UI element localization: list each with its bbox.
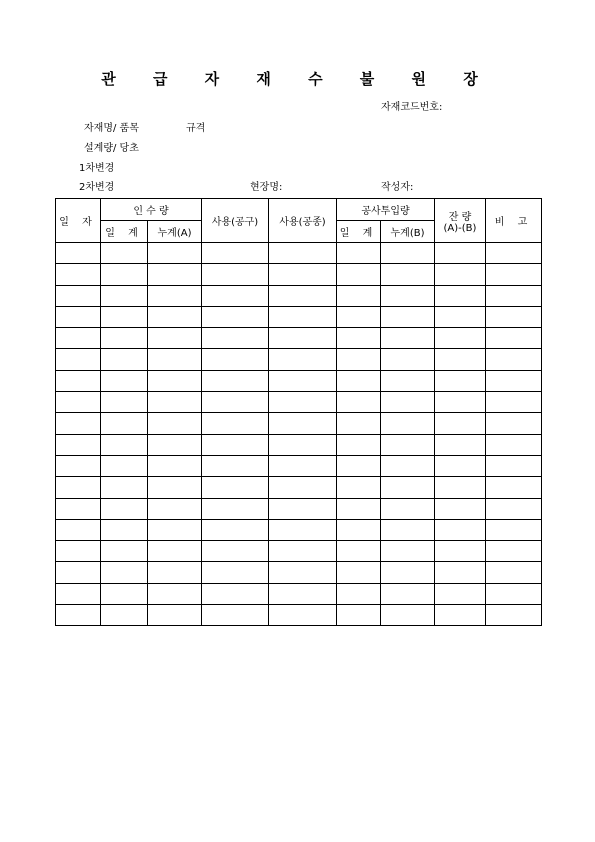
- table-cell: [435, 285, 486, 306]
- table-cell: [337, 541, 381, 562]
- table-cell: [486, 434, 542, 455]
- table-cell: [337, 455, 381, 476]
- table-cell: [56, 306, 101, 327]
- table-cell: [486, 498, 542, 519]
- table-cell: [381, 328, 435, 349]
- table-cell: [56, 605, 101, 626]
- table-cell: [337, 562, 381, 583]
- table-cell: [56, 434, 101, 455]
- table-cell: [101, 434, 148, 455]
- table-cell: [269, 541, 337, 562]
- table-cell: [486, 285, 542, 306]
- table-cell: [269, 519, 337, 540]
- table-row: [56, 605, 542, 626]
- table-row: [56, 392, 542, 413]
- table-cell: [486, 519, 542, 540]
- document-title: 관 급 자 재 수 불 원 장: [101, 70, 494, 88]
- table-cell: [269, 455, 337, 476]
- date-header: 일 자: [56, 199, 101, 243]
- table-cell: [486, 605, 542, 626]
- table-row: [56, 477, 542, 498]
- table-row: [56, 498, 542, 519]
- table-cell: [337, 370, 381, 391]
- table-cell: [202, 328, 269, 349]
- table-cell: [148, 541, 202, 562]
- table-cell: [337, 349, 381, 370]
- table-cell: [56, 519, 101, 540]
- table-cell: [381, 519, 435, 540]
- table-cell: [435, 243, 486, 264]
- table-cell: [269, 370, 337, 391]
- table-cell: [202, 349, 269, 370]
- table-cell: [148, 349, 202, 370]
- table-cell: [381, 349, 435, 370]
- table-cell: [435, 498, 486, 519]
- table-row: [56, 541, 542, 562]
- table-row: [56, 243, 542, 264]
- table-cell: [202, 413, 269, 434]
- table-cell: [381, 498, 435, 519]
- table-cell: [56, 562, 101, 583]
- table-cell: [101, 243, 148, 264]
- first-change-label: 1차변경: [79, 163, 115, 174]
- item-name-label: 자재명/ 품목: [84, 123, 139, 134]
- table-cell: [148, 243, 202, 264]
- table-cell: [202, 477, 269, 498]
- construction-input-header: 공사투입량: [337, 199, 435, 221]
- table-cell: [56, 370, 101, 391]
- table-cell: [486, 370, 542, 391]
- table-cell: [435, 519, 486, 540]
- table-cell: [56, 413, 101, 434]
- table-cell: [148, 370, 202, 391]
- remarks-header: 비 고: [486, 199, 542, 243]
- table-cell: [269, 434, 337, 455]
- table-cell: [381, 434, 435, 455]
- site-name-label: 현장명:: [250, 182, 283, 193]
- table-cell: [435, 455, 486, 476]
- table-cell: [381, 243, 435, 264]
- table-cell: [337, 583, 381, 604]
- table-cell: [486, 562, 542, 583]
- input-cumulative-header: 누계(B): [381, 221, 435, 243]
- spec-label: 규격: [186, 123, 206, 134]
- table-cell: [148, 392, 202, 413]
- table-row: [56, 413, 542, 434]
- input-daily-header: 일 계: [337, 221, 381, 243]
- receipt-quantity-header: 인 수 량: [101, 199, 202, 221]
- table-cell: [56, 328, 101, 349]
- table-cell: [435, 306, 486, 327]
- use-work-type-header: 사용(공종): [269, 199, 337, 243]
- table-cell: [337, 519, 381, 540]
- table-cell: [269, 264, 337, 285]
- table-cell: [486, 349, 542, 370]
- table-cell: [337, 328, 381, 349]
- balance-header: [435, 199, 486, 243]
- table-cell: [56, 349, 101, 370]
- table-cell: [269, 477, 337, 498]
- table-cell: [202, 264, 269, 285]
- table-cell: [269, 605, 337, 626]
- table-cell: [381, 392, 435, 413]
- table-cell: [202, 243, 269, 264]
- table-cell: [381, 562, 435, 583]
- table-cell: [101, 541, 148, 562]
- table-cell: [101, 285, 148, 306]
- table-cell: [337, 264, 381, 285]
- table-cell: [56, 285, 101, 306]
- table-cell: [486, 541, 542, 562]
- table-cell: [148, 562, 202, 583]
- ledger-body: [56, 243, 542, 626]
- table-cell: [148, 605, 202, 626]
- table-cell: [269, 243, 337, 264]
- receipt-cumulative-header: 누계(A): [148, 221, 202, 243]
- table-cell: [486, 243, 542, 264]
- table-cell: [202, 455, 269, 476]
- table-cell: [486, 306, 542, 327]
- use-tool-header: 사용(공구): [202, 199, 269, 243]
- table-cell: [56, 243, 101, 264]
- table-cell: [337, 605, 381, 626]
- table-cell: [486, 392, 542, 413]
- table-cell: [56, 392, 101, 413]
- table-cell: [337, 243, 381, 264]
- material-code-label: 자재코드번호:: [381, 102, 443, 113]
- table-cell: [101, 519, 148, 540]
- table-row: [56, 306, 542, 327]
- table-cell: [148, 285, 202, 306]
- table-cell: [435, 562, 486, 583]
- table-cell: [435, 477, 486, 498]
- table-cell: [56, 583, 101, 604]
- table-cell: [435, 605, 486, 626]
- table-cell: [435, 328, 486, 349]
- table-cell: [337, 434, 381, 455]
- table-cell: [56, 455, 101, 476]
- table-cell: [269, 583, 337, 604]
- second-change-label: 2차변경: [79, 182, 115, 193]
- table-row: [56, 455, 542, 476]
- table-cell: [101, 455, 148, 476]
- table-cell: [435, 541, 486, 562]
- design-quantity-label: 설계량/ 당초: [84, 143, 139, 154]
- table-cell: [435, 264, 486, 285]
- table-cell: [101, 498, 148, 519]
- table-cell: [269, 498, 337, 519]
- table-cell: [435, 583, 486, 604]
- table-cell: [148, 306, 202, 327]
- table-cell: [269, 349, 337, 370]
- table-cell: [337, 498, 381, 519]
- table-cell: [101, 328, 148, 349]
- table-cell: [101, 605, 148, 626]
- table-cell: [337, 413, 381, 434]
- table-cell: [381, 455, 435, 476]
- table-cell: [101, 349, 148, 370]
- table-cell: [148, 413, 202, 434]
- table-cell: [202, 285, 269, 306]
- table-cell: [381, 583, 435, 604]
- table-cell: [269, 392, 337, 413]
- table-cell: [381, 285, 435, 306]
- table-cell: [148, 498, 202, 519]
- table-cell: [101, 392, 148, 413]
- table-cell: [269, 413, 337, 434]
- table-cell: [202, 519, 269, 540]
- table-cell: [381, 541, 435, 562]
- table-cell: [101, 413, 148, 434]
- table-cell: [486, 264, 542, 285]
- table-cell: [202, 392, 269, 413]
- table-cell: [56, 264, 101, 285]
- table-cell: [101, 583, 148, 604]
- table-cell: [148, 477, 202, 498]
- table-cell: [202, 370, 269, 391]
- table-cell: [148, 434, 202, 455]
- table-cell: [381, 413, 435, 434]
- table-cell: [486, 583, 542, 604]
- table-cell: [148, 583, 202, 604]
- table-row: [56, 264, 542, 285]
- table-row: [56, 349, 542, 370]
- table-cell: [269, 306, 337, 327]
- table-row: [56, 519, 542, 540]
- table-cell: [148, 328, 202, 349]
- table-cell: [148, 455, 202, 476]
- table-cell: [486, 455, 542, 476]
- table-cell: [148, 519, 202, 540]
- table-cell: [202, 562, 269, 583]
- ledger-table: [55, 198, 542, 626]
- table-row: [56, 285, 542, 306]
- table-cell: [381, 477, 435, 498]
- table-row: [56, 328, 542, 349]
- table-cell: [381, 264, 435, 285]
- table-cell: [269, 328, 337, 349]
- table-cell: [101, 306, 148, 327]
- table-cell: [101, 562, 148, 583]
- table-cell: [56, 541, 101, 562]
- table-cell: [101, 370, 148, 391]
- table-cell: [435, 349, 486, 370]
- table-cell: [486, 328, 542, 349]
- table-cell: [486, 477, 542, 498]
- table-cell: [202, 583, 269, 604]
- table-cell: [381, 370, 435, 391]
- table-cell: [337, 392, 381, 413]
- table-cell: [269, 562, 337, 583]
- table-cell: [435, 434, 486, 455]
- table-cell: [202, 434, 269, 455]
- table-cell: [337, 477, 381, 498]
- table-cell: [486, 413, 542, 434]
- table-cell: [337, 306, 381, 327]
- table-cell: [435, 413, 486, 434]
- table-cell: [56, 498, 101, 519]
- table-cell: [269, 285, 337, 306]
- receipt-daily-header: 일 계: [101, 221, 148, 243]
- balance-formula: (A)-(B): [443, 222, 477, 234]
- table-cell: [56, 477, 101, 498]
- table-row: [56, 434, 542, 455]
- table-cell: [202, 541, 269, 562]
- table-cell: [381, 605, 435, 626]
- table-cell: [202, 498, 269, 519]
- table-cell: [337, 285, 381, 306]
- table-cell: [202, 605, 269, 626]
- table-cell: [435, 392, 486, 413]
- table-cell: [435, 370, 486, 391]
- table-cell: [202, 306, 269, 327]
- table-row: [56, 583, 542, 604]
- table-row: [56, 562, 542, 583]
- table-cell: [148, 264, 202, 285]
- table-cell: [101, 477, 148, 498]
- table-row: [56, 370, 542, 391]
- author-label: 작성자:: [381, 182, 414, 193]
- table-cell: [101, 264, 148, 285]
- table-cell: [381, 306, 435, 327]
- balance-label: 잔 량: [448, 211, 472, 223]
